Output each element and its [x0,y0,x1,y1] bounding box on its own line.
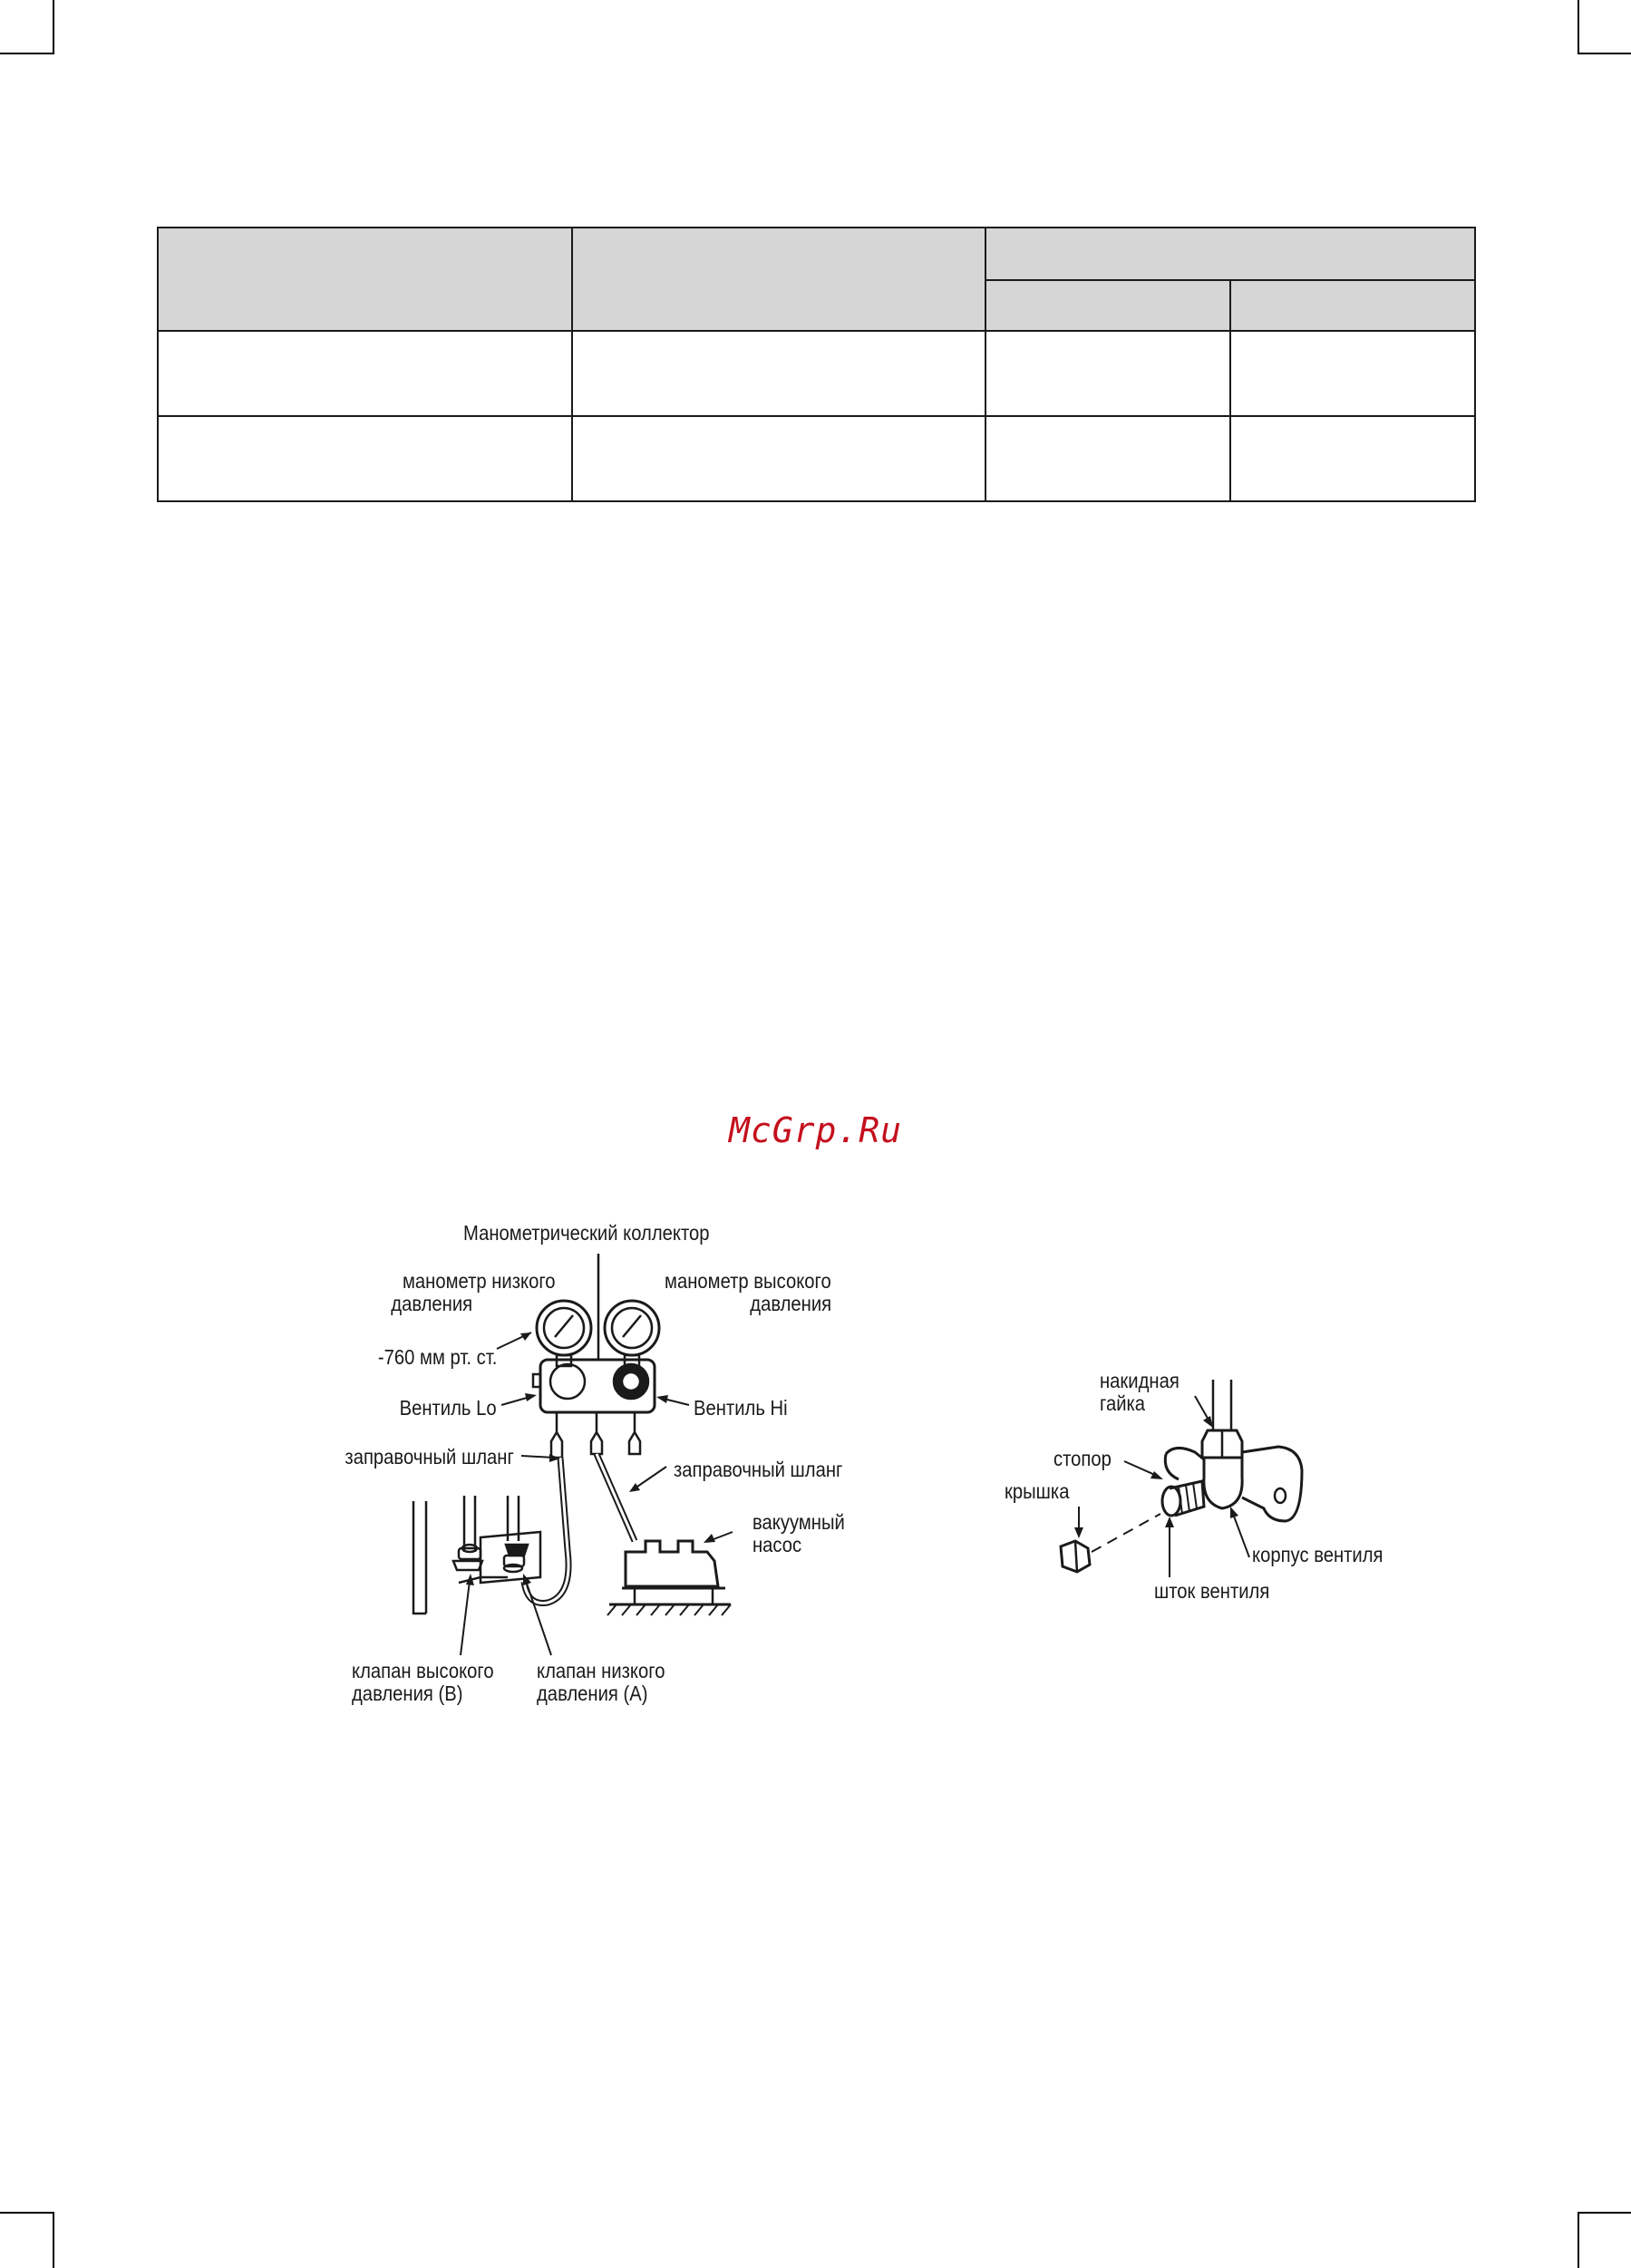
manifold-title: Манометрический коллектор [463,1221,710,1245]
low-gauge-label-2: давления [391,1292,472,1315]
flare-nut-label-2: гайка [1100,1391,1146,1415]
hose-left-label: заправочный шланг [345,1445,514,1468]
valve-b-label-2: давления (B) [352,1682,463,1705]
valve-lo-label: Вентиль Lo [399,1396,497,1420]
valve-stem-icon [1162,1481,1204,1516]
valve-cap-icon [1061,1541,1090,1572]
valve-body-label: корпус вентиля [1252,1543,1383,1566]
pump-label-1: вакуумный [752,1510,845,1534]
high-gauge-label-2: давления [750,1292,831,1315]
cap-label: крышка [1005,1479,1070,1503]
stopper-label: стопор [1053,1447,1112,1470]
valve-stem-label: шток вентиля [1154,1579,1270,1603]
valve-hi-label: Вентиль Hi [694,1396,788,1420]
vacuum-reading-label: -760 мм рт. ст. [377,1345,497,1369]
flare-nut-label-1: накидная [1100,1369,1180,1392]
hose-right-label: заправочный шланг [674,1458,843,1481]
pump-label-2: насос [752,1533,802,1556]
watermark: McGrp.Ru [728,1110,903,1150]
high-gauge-label-1: манометр высокого [665,1269,831,1293]
valve-a-label-2: давления (A) [537,1682,648,1705]
valve-a-label-1: клапан низкого [537,1659,665,1682]
flare-nut-icon [1202,1430,1242,1458]
valve-b-label-1: клапан высокого [352,1659,494,1682]
low-gauge-label-1: манометр низкого [403,1269,556,1293]
valve-pipe-icon [1213,1380,1231,1430]
